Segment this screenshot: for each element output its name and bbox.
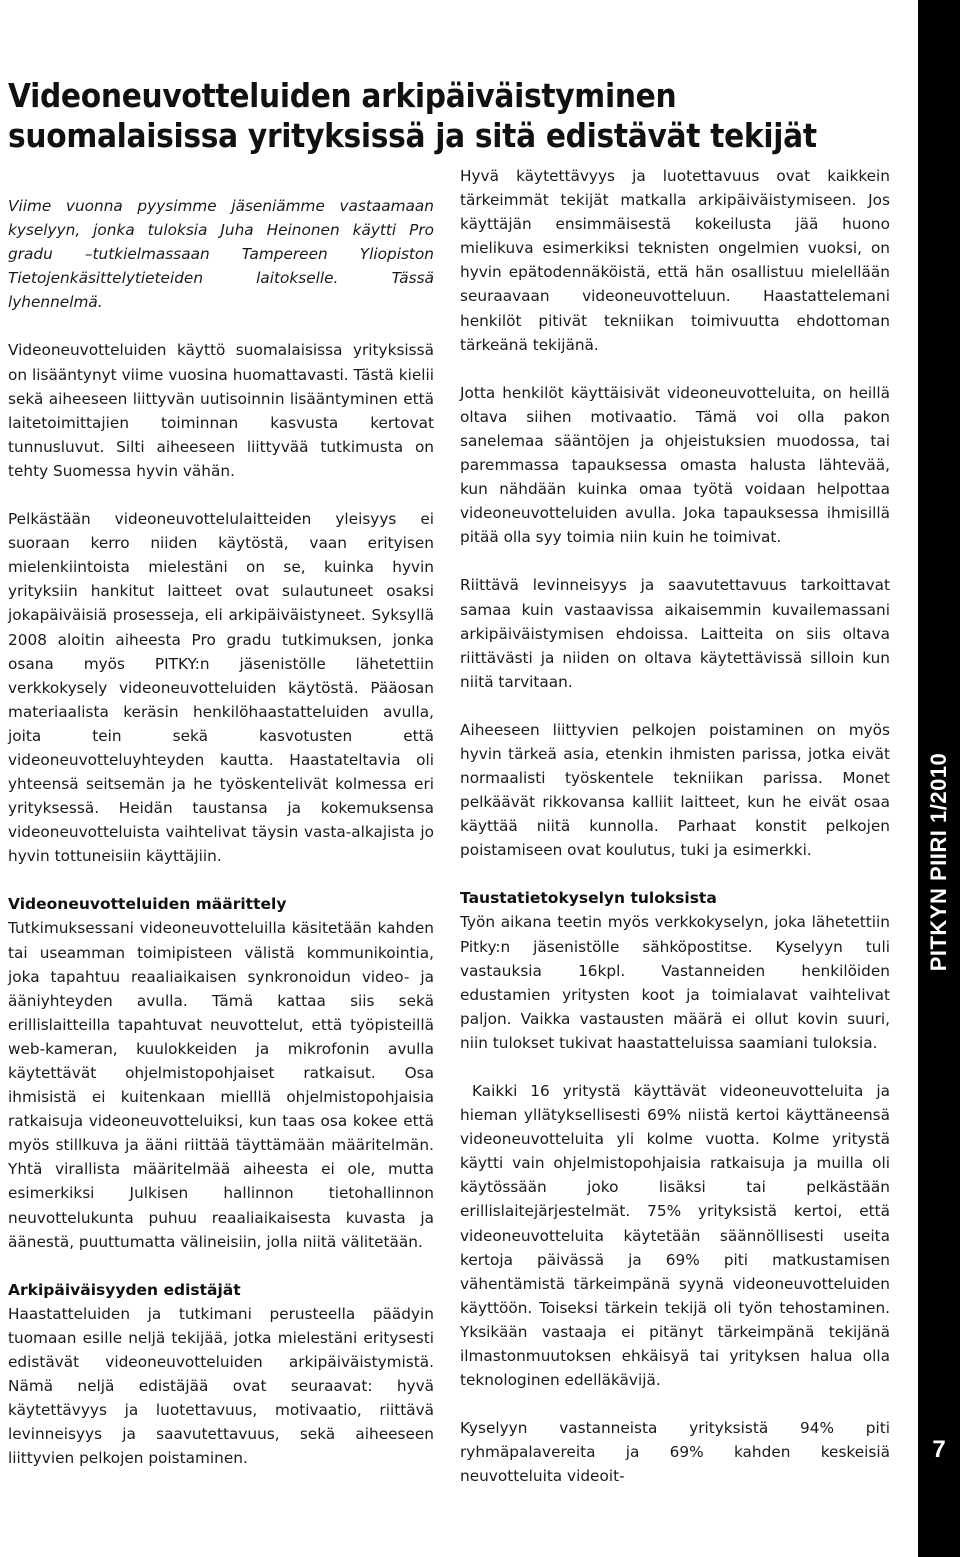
article-title <box>8 76 888 156</box>
section-heading: Videoneuvotteluiden määrittely <box>8 895 287 914</box>
body-paragraph: Hyvä käytettävyys ja luotettavuus ovat kaikkein tärkeimmät tekijät matkalla arkipäiväistymiseen. Jos käyttäjän ensimmäisestä kokeilusta jää huono mielikuva esimerkiksi teknisten ongelmien vuoksi, on hyvin epätodennäköistä, että hän osallistuu mielellään seuraavaan videoneuvotteluun. Haastattelemani henkilöt pitivät tekniikan toimivuutta ehdottoman tärkeänä tekijänä. <box>460 167 890 354</box>
body-paragraph: Tutkimuksessani videoneuvotteluilla käsitetään kahden tai useamman toimipisteen välistä kommunikointia, joka tapahtuu reaaliaikaisen synkronoidun video- ja ääniyhteyden avulla. Tämä kattaa siis sekä erillislaitteilla tapahtuvat neuvottelut, että työpisteillä web-kameran, kuulokkeiden ja mikrofonin avulla käytettävät ohjelmistopohjaiset ratkaisut. Osa ihmisistä ei kuitenkaan mielllä ohjelmistopohjaisia ratkaisuja videoneuvotteluiksi, kun taas osa kokee että myös stillkuva ja ääni riittää täyttämään määritelmän. Yhtä virallista määritelmää aiheesta ei ole, mutta esimerkiksi Julkisen hallinnon tietohallinnon neuvottelukunta puhuu reaaliaikaisesta kuvasta ja äänestä, puuttumatta välineisiin, jolla niitä välitetään. <box>8 919 434 1251</box>
right-column <box>460 164 890 1513</box>
body-paragraph: Pelkästään videoneuvottelulaitteiden yleisyys ei suoraan kerro niiden käytöstä, vaan erityisen mielenkiintoista mielestäni on se, kuinka hyvin yrityksiin hankitut laitteet ovat sulautuneet osaksi jokapäiväisiä prosesseja, eli arkipäiväistyneet. Syksyllä 2008 aloitin aiheesta Pro gradu tutkimuksen, jonka osana myös PITKY:n jäsenistölle lähetettiin verkkokysely videoneuvotteluiden käytöstä. Pääosan materiaalista keräsin henkilöhaastatteluiden avulla, joita tein sekä kasvotusten että videoneuvotteluyhteyden kautta. Haastateltavia oli yhteensä seitsemän ja he työskentelivät kolmessa eri yrityksessä. Heidän taustansa ja kokemuksensa videoneuvotteluista vaihtelivat täysin vasta-alkajista jo hyvin tottuneisiin käyttäjiin. <box>8 510 434 866</box>
body-paragraph: Kyselyyn vastanneista yrityksistä 94% piti ryhmäpalavereita ja 69% kahden keskeisiä neuvotteluita videoit- <box>460 1419 890 1486</box>
article-title-line-2: suomalaisissa yrityksissä ja sitä edistävät tekijät <box>8 116 817 155</box>
page-number: 7 <box>932 1436 946 1463</box>
magazine-issue-label: PITKYN PIIRI 1/2010 <box>926 752 951 972</box>
body-paragraph: Aiheeseen liittyvien pelkojen poistaminen on myös hyvin tärkeä asia, etenkin ihmisten parissa, jotka eivät normaalisti työskentele tekniikan parissa. Monet pelkäävät rikkovansa kalliit laitteet, kun he eivät osaa käyttää niitä kunnolla. Parhaat konstit pelkojen poistamiseen ovat koulutus, tuki ja esimerkki. <box>460 720 890 860</box>
body-paragraph: Kaikki 16 yritystä käyttävät videoneuvotteluita ja hieman yllätyksellisesti 69% niistä kertoi käyttäneensä videoneuvotteluita yli kolme vuotta. Kolme yritystä käytti vain ohjelmistopohjaisia ratkaisuja ja muilla oli käytössään joko lisäksi tai pelkästään erillislaitejärjestelmät. 75% yrityksistä kertoi, että videoneuvotteluita käytetään säännöllisesti useita kertoja päivässä ja 69% piti matkustamisen vähentämistä tärkeimpänä syynä videoneuvotteluiden käyttöön. Toiseksi tärkein tekijä oli työn tehostaminen. Yksikään vastaaja ei pitänyt tärkeimpänä tekijänä ilmastonmuutoksen ehkäisyä tai yrityksen halua olla teknologinen edelläkävijä. <box>460 1082 890 1390</box>
body-paragraph: Videoneuvotteluiden käyttö suomalaisissa yrityksissä on lisääntynyt viime vuosina huomattavasti. Tästä kielii sekä aiheeseen liittyvän uutisoinnin lisääntyminen että laitetoimittajien toiminnan kasvusta kertovat tunnusluvut. Silti aiheeseen liittyvää tutkimusta on tehty Suomessa hyvin vähän. <box>8 341 434 480</box>
left-column <box>8 194 434 1494</box>
section-heading: Taustatietokyselyn tuloksista <box>460 889 717 908</box>
section-heading: Arkipäiväisyyden edistäjät <box>8 1280 241 1299</box>
body-paragraph: Riittävä levinneisyys ja saavutettavuus tarkoittavat samaa kuin vastaavissa aikaisemmin kuvailemassani arkipäiväistymisen ehdoissa. Laitteita on siis oltava riittävästi ja niiden on oltava käytettävissä silloin kun niitä tarvitaan. <box>460 576 890 691</box>
intro-paragraph: Viime vuonna pyysimme jäseniämme vastaamaan kyselyyn, jonka tuloksia Juha Heinonen käytti Pro gradu –tutkielmassaan Tampereen Yliopiston Tietojenkäsittelytieteiden laitokselle. Tässä lyhennelmä. <box>8 197 434 312</box>
body-paragraph: Jotta henkilöt käyttäisivät videoneuvotteluita, on heillä oltava siihen motivaatio. Tämä voi olla pakon sanelemaa sääntöjen ja ohjeistuksien muodossa, tai paremmassa tapauksessa omasta halusta lähtevää, kun nähdään kuinka omaa työtä voidaan helpottaa videoneuvotteluiden avulla. Joka tapauksessa ihmisillä pitää olla syy toimia niin kuin he toimivat. <box>460 383 890 547</box>
body-paragraph: Haastatteluiden ja tutkimani perusteella päädyin tuomaan esille neljä tekijää, jotka mielestäni eritysesti edistävät videoneuvotteluiden arkipäiväistymistä. Nämä neljä edistäjää ovat seuraavat: hyvä käytettävyys ja luotettavuus, motivaatio, riittävä levinneisyys ja saavutettavuus, sekä aiheeseen liittyvien pelkojen poistaminen. <box>8 1304 434 1468</box>
article-title-line-1: Videoneuvotteluiden arkipäiväistyminen <box>8 76 677 115</box>
body-paragraph: Työn aikana teetin myös verkkokyselyn, joka lähetettiin Pitky:n jäsenistölle sähköpostitse. Kyselyyn tuli vastauksia 16kpl. Vastanneiden henkilöiden edustamien yritysten koot ja toimialavat vaihtelivat paljon. Vaikka vastausten määrä ei ollut kovin suuri, niin tulokset tukivat haastatteluissa saamiani tuloksia. <box>460 913 890 1052</box>
